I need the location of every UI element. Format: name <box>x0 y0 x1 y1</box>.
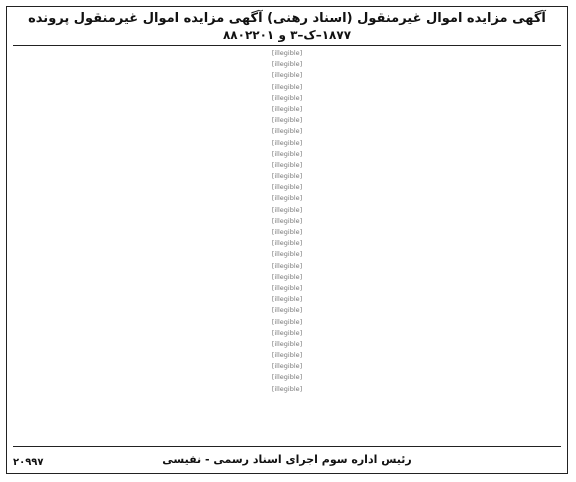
body-line: [illegible] <box>271 93 303 102</box>
body-line: [illegible] <box>271 127 303 136</box>
body-line: [illegible] <box>271 160 303 169</box>
notice-title: آگهی مزایده اموال غیرمنقول (اسناد رهنی) آگهی مزایده اموال غیرمنقول پرونده <box>28 11 546 26</box>
body-line: [illegible] <box>271 250 303 259</box>
body-line: [illegible] <box>271 149 303 158</box>
body-line: [illegible] <box>271 104 303 113</box>
body-line: [illegible] <box>271 339 303 348</box>
body-line: [illegible] <box>271 60 303 69</box>
body-line: [illegible] <box>271 272 303 281</box>
reference-number: ۲۰۹۹۷ <box>13 457 44 468</box>
notice-footer <box>13 446 561 471</box>
body-line: [illegible] <box>271 194 303 203</box>
case-number: ۱۸۷۷–ک–۳ و ۸۸۰۲۲۰۱ <box>222 28 352 42</box>
notice-body <box>13 45 561 395</box>
signatory-line: رئیس اداره سوم اجرای اسناد رسمی - نفیسی <box>162 453 412 466</box>
body-line: [illegible] <box>271 138 303 147</box>
body-line: [illegible] <box>271 71 303 80</box>
body-line: [illegible] <box>271 261 303 270</box>
body-line: [illegible] <box>271 384 303 393</box>
body-line: [illegible] <box>271 373 303 382</box>
body-line: [illegible] <box>271 205 303 214</box>
body-line: [illegible] <box>271 351 303 360</box>
body-line: [illegible] <box>271 295 303 304</box>
body-line: [illegible] <box>271 328 303 337</box>
body-line: [illegible] <box>271 228 303 236</box>
body-line: [illegible] <box>271 82 303 91</box>
body-line: [illegible] <box>271 283 303 292</box>
body-line: [illegible] <box>271 183 303 192</box>
body-line: [illegible] <box>271 172 303 181</box>
body-line: [illegible] <box>271 239 303 248</box>
body-line: [illegible] <box>271 49 303 57</box>
body-line: [illegible] <box>271 362 303 371</box>
body-line: [illegible] <box>271 306 303 315</box>
body-line: [illegible] <box>271 116 303 125</box>
auction-notice <box>6 6 568 474</box>
body-line: [illegible] <box>271 317 303 326</box>
notice-header <box>13 10 561 43</box>
body-line: [illegible] <box>271 216 303 225</box>
